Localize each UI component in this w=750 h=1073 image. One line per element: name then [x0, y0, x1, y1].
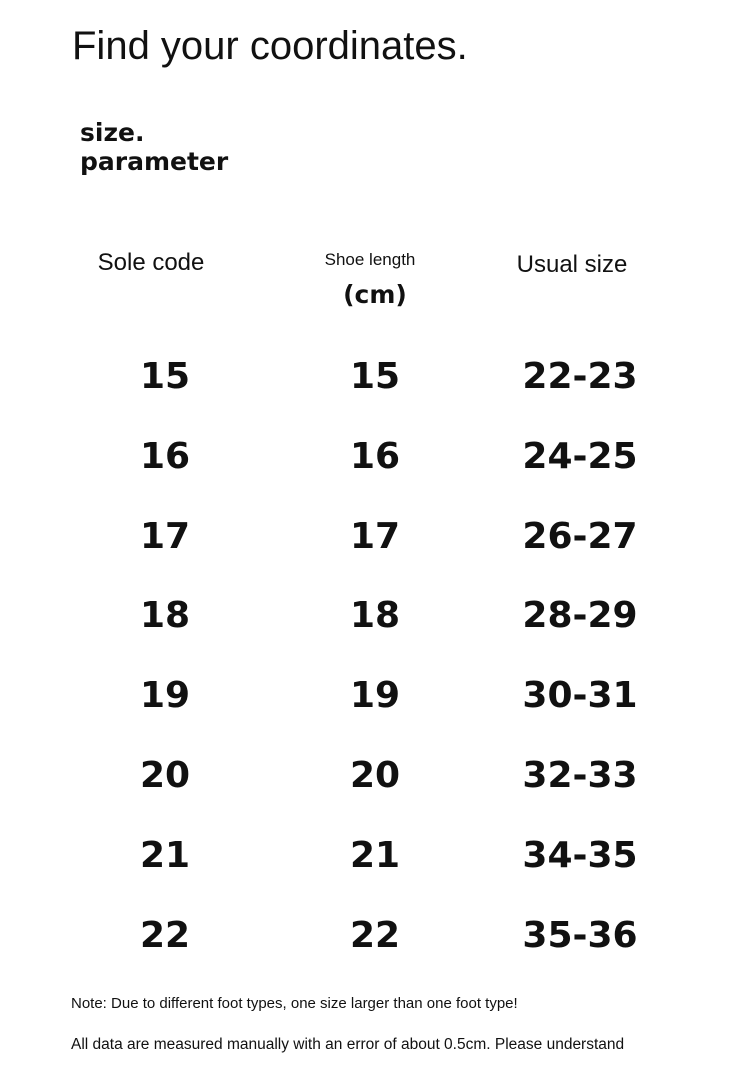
usual-size-cell: 35-36 — [522, 914, 638, 956]
usual-size-cell: 28-29 — [522, 595, 638, 637]
sole-code-cell: 22 — [139, 914, 191, 956]
table-row — [0, 591, 750, 641]
table-row — [0, 512, 750, 562]
shoe-length-cell: 22 — [349, 914, 401, 956]
header-unit-cm: (cm) — [343, 280, 407, 309]
sole-code-cell: 19 — [139, 675, 191, 717]
sole-code-cell: 17 — [139, 515, 191, 557]
shoe-length-cell: 19 — [349, 675, 401, 717]
subtitle-line-1: size. — [80, 118, 145, 147]
shoe-length-cell: 15 — [349, 356, 401, 397]
table-row — [0, 352, 750, 402]
sole-code-cell: 21 — [139, 834, 191, 876]
header-usual-size: Usual size — [516, 251, 628, 278]
shoe-length-cell: 18 — [349, 595, 401, 637]
subtitle-line-2: parameter — [80, 147, 229, 176]
usual-size-cell: 24-25 — [522, 435, 638, 477]
usual-size-cell: 22-23 — [522, 356, 638, 397]
usual-size-cell: 26-27 — [522, 515, 638, 557]
table-row — [0, 671, 750, 721]
shoe-length-cell: 20 — [349, 755, 401, 796]
note-foot-type: Note: Due to different foot types, one size larger than one foot type! — [71, 995, 518, 1012]
table-row — [0, 432, 750, 482]
page-title: Find your coordinates. — [72, 24, 468, 68]
sole-code-cell: 16 — [139, 435, 191, 477]
sole-code-cell: 15 — [139, 356, 191, 397]
shoe-length-cell: 21 — [349, 834, 401, 876]
usual-size-cell: 34-35 — [522, 834, 638, 876]
table-row — [0, 831, 750, 881]
sole-code-cell: 20 — [139, 755, 191, 796]
usual-size-cell: 30-31 — [522, 675, 638, 717]
usual-size-cell: 32-33 — [522, 755, 638, 796]
table-row — [0, 911, 750, 961]
shoe-length-cell: 17 — [349, 515, 401, 557]
table-row — [0, 751, 750, 801]
sole-code-cell: 18 — [139, 595, 191, 637]
header-shoe-length: Shoe length — [324, 250, 416, 269]
header-sole-code: Sole code — [97, 249, 205, 276]
note-measurement-error: All data are measured manually with an error of about 0.5cm. Please understand — [71, 1036, 625, 1053]
shoe-length-cell: 16 — [349, 435, 401, 477]
